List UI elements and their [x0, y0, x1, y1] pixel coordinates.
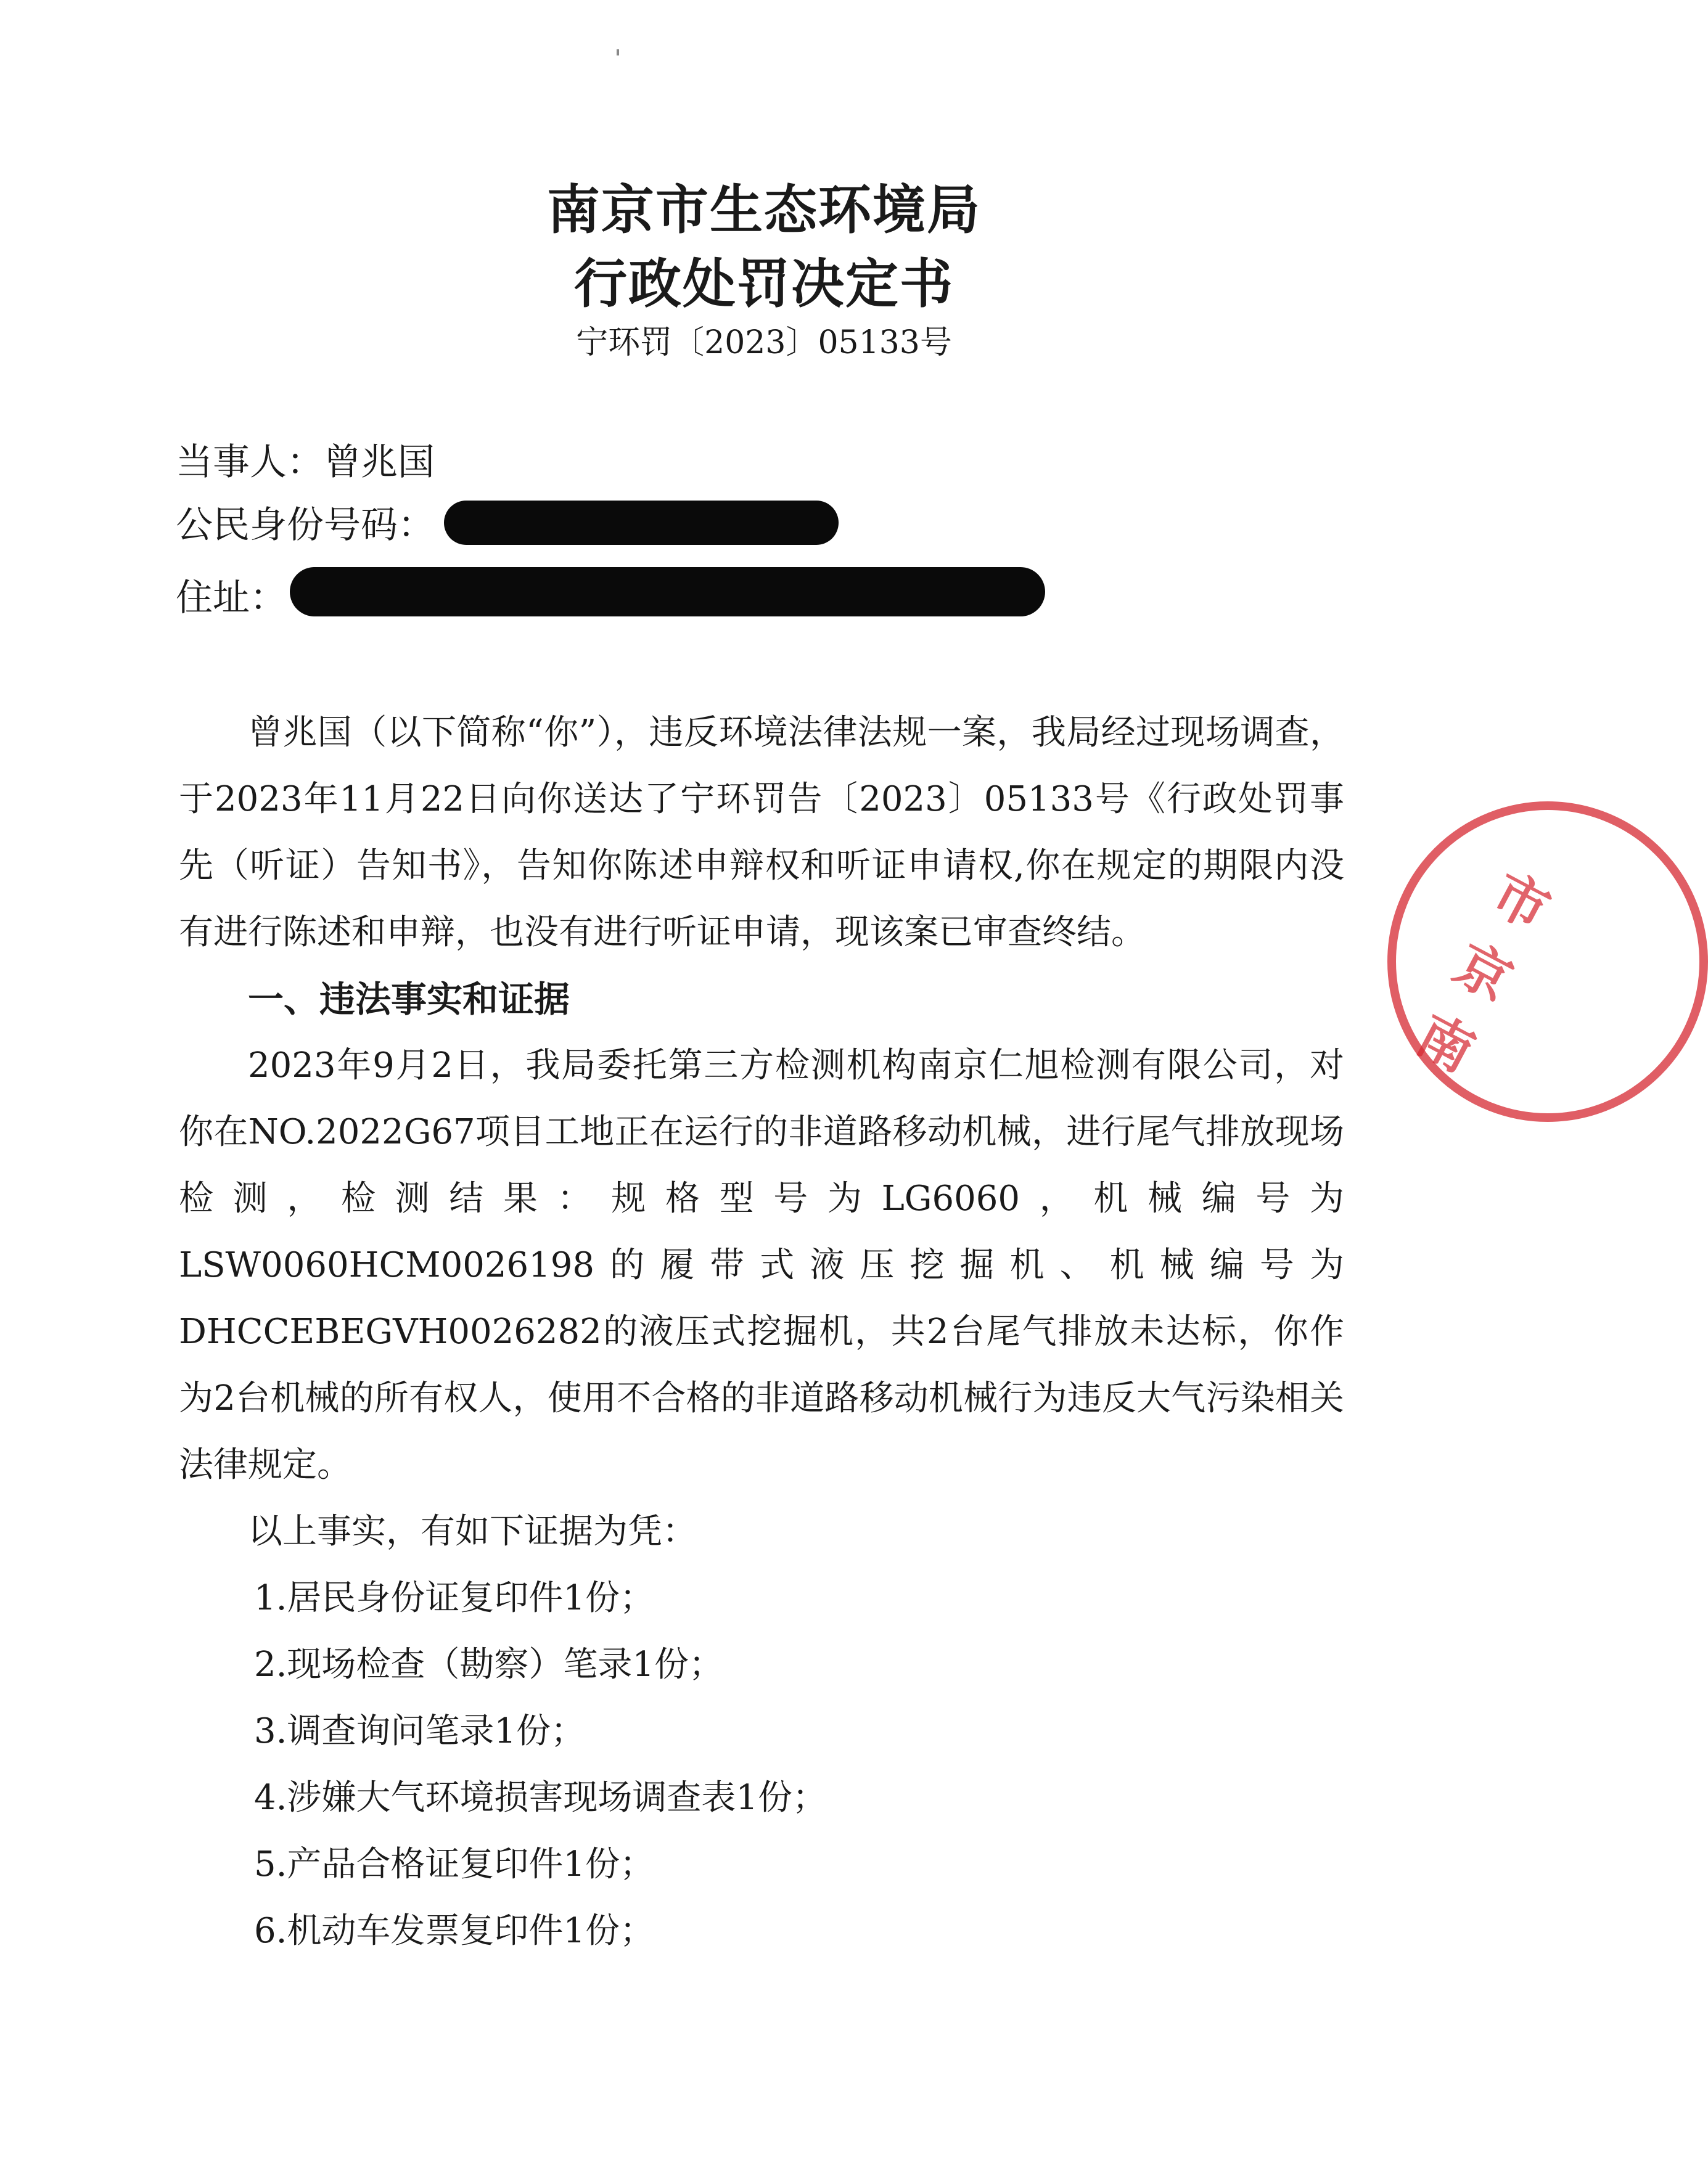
evidence-item: 5.产品合格证复印件1份； — [254, 1844, 655, 1884]
party-address-label: 住址： — [176, 576, 287, 620]
party-name-line — [176, 441, 435, 484]
evidence-item: 6.机动车发票复印件1份； — [254, 1911, 655, 1951]
agency-title: 南京市生态环境局 — [547, 179, 981, 241]
section-heading-facts: 一、违法事实和证据 — [248, 978, 570, 1020]
party-name: 曾兆国 — [324, 441, 435, 484]
party-name-label: 当事人： — [176, 441, 324, 484]
id-number-redaction — [444, 501, 839, 545]
party-id-label: 公民身份号码： — [176, 504, 435, 547]
evidence-item: 2.现场检查（勘察）笔录1份； — [254, 1645, 724, 1685]
evidence-item: 3.调查询问笔录1份； — [254, 1711, 586, 1751]
party-address-line — [176, 576, 287, 620]
intro-paragraph: 曾兆国（以下简称“你”），违反环境法律法规一案，我局经过现场调查，于2023年11月22日向你送达了宁环罚告〔2023〕05133号《行政处罚事先（听证）告知书》，告知你陈述申辩权和听证申请权,你在规定的期限内没有进行陈述和申辩，也没有进行听证申请，现该案已审查终结。 — [179, 713, 1344, 952]
evidence-item: 1.居民身份证复印件1份； — [254, 1578, 655, 1618]
seal-char: 市 — [1482, 861, 1561, 943]
facts-paragraph: 2023年9月2日，我局委托第三方检测机构南京仁旭检测有限公司，对你在NO.2022G67项目工地正在运行的非道路移动机械，进行尾气排放现场检测，检测结果：规格型号为LG6060，机械编号为LSW0060HCM0026198的履带式液压挖掘机、机械编号为DHCCEBEGVH0026282的液压式挖掘机，共2台尾气排放未达标，你作为2台机械的所有权人，使用不合格的非道路移动机械行为违反大气污染相关法律规定。 — [179, 1045, 1344, 1485]
evidence-intro: 以上事实，有如下证据为凭： — [248, 1511, 697, 1552]
document-number: 宁环罚〔2023〕05133号 — [576, 324, 952, 361]
evidence-item: 4.涉嫌大气环境损害现场调查表1份； — [254, 1778, 827, 1818]
document-body — [179, 700, 1344, 1965]
document-type-title: 行政处罚决定书 — [574, 253, 954, 315]
party-id-line — [176, 504, 435, 547]
address-redaction — [290, 567, 1045, 616]
seal-char: 南 — [1406, 1002, 1485, 1084]
seal-char: 京 — [1444, 931, 1523, 1014]
scan-speck — [617, 49, 619, 55]
